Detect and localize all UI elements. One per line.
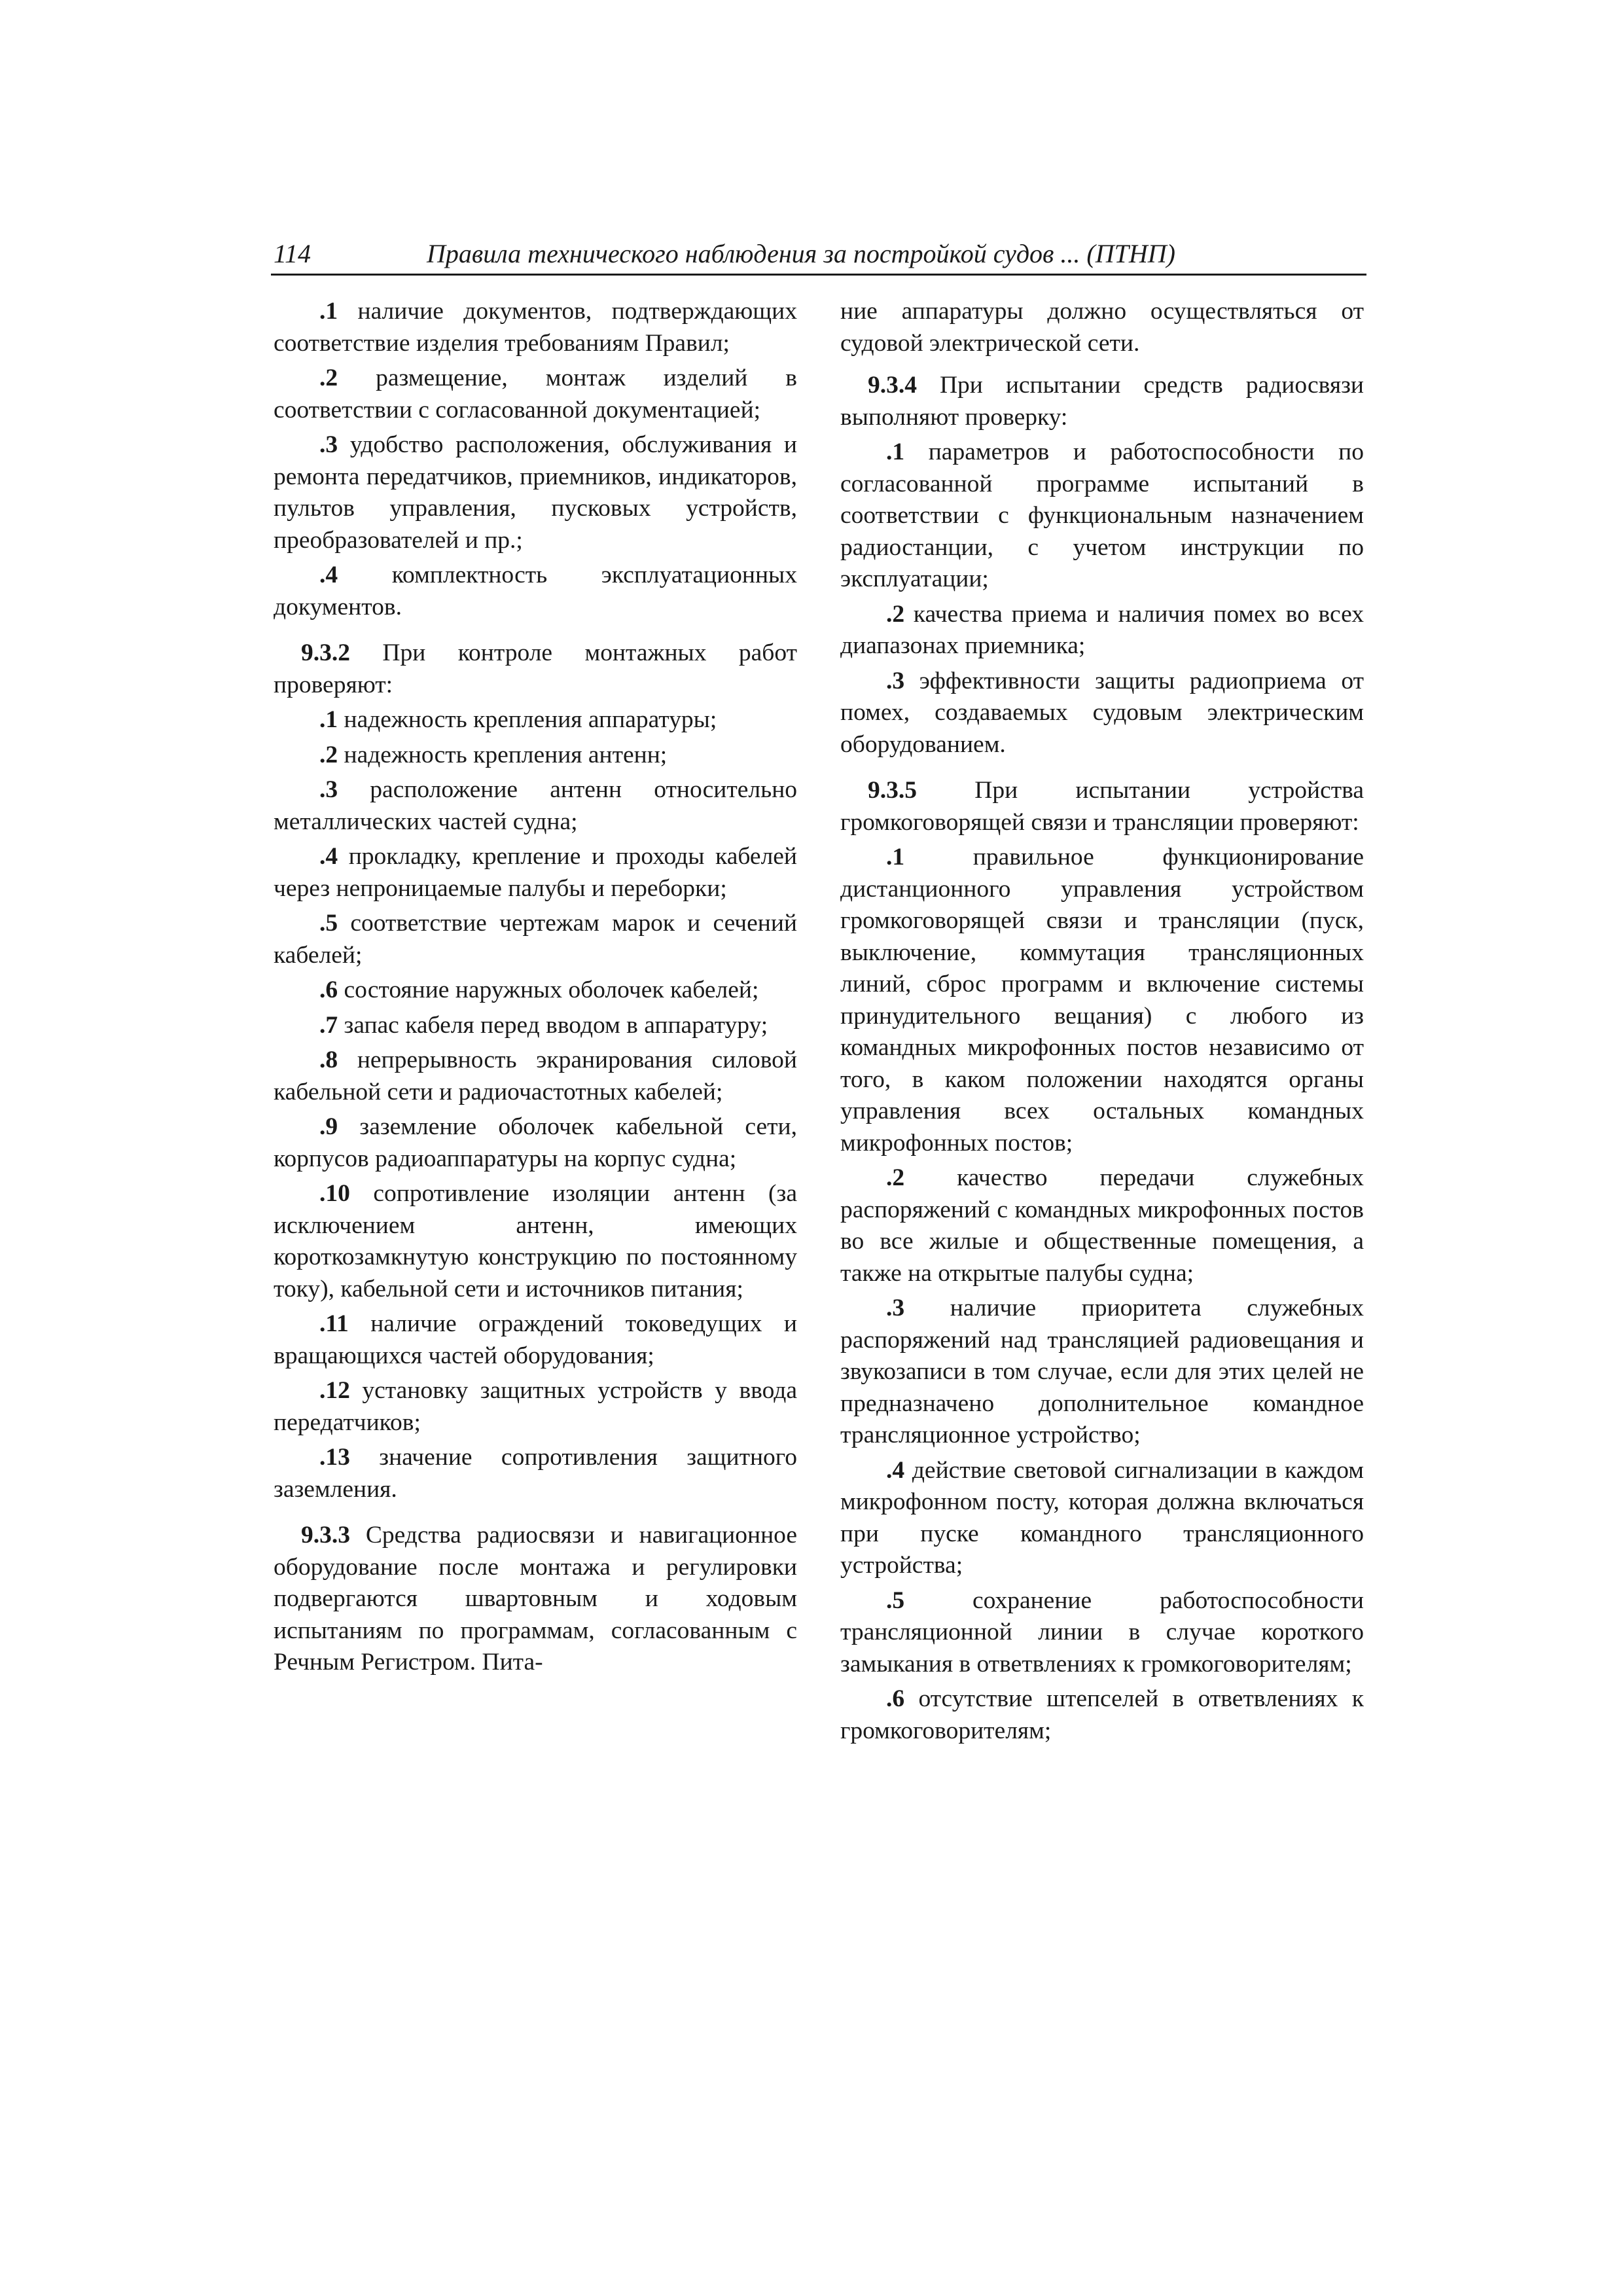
item-text: сопротивление изоляции антенн (за исключением антенн, имеющих короткозамкнутую конструкцию по постоянному току), кабельной сети и источников питания; (274, 1180, 797, 1302)
list-item (274, 1442, 797, 1505)
item-number: .7 (319, 1011, 338, 1039)
list-item (840, 1162, 1364, 1289)
section-paragraph (840, 370, 1364, 433)
item-text: непрерывность экранирования силовой кабельной сети и радиочастотных кабелей; (274, 1047, 798, 1105)
item-text: удобство расположения, обслуживания и ремонта передатчиков, приемников, индикаторов, пультов управления, пусковых устройств, преобразователей и пр.; (274, 431, 797, 554)
item-text: качество передачи служебных распоряжений с командных микрофонных постов во все жилые и общественные помещения, а также на открытые палубы судна; (840, 1164, 1364, 1287)
section-text: При контроле монтажных работ проверяют: (274, 639, 797, 698)
section-paragraph (274, 637, 797, 701)
item-text: размещение, монтаж изделий в соответствии с согласованной документацией; (274, 365, 797, 423)
list-item (274, 774, 797, 838)
item-text: наличие ограждений токоведущих и вращающихся частей оборудования; (274, 1310, 797, 1369)
section-number: 9.3.2 (301, 639, 350, 666)
item-text: отсутствие штепселей в ответвлениях к громкоговорителям; (840, 1685, 1364, 1744)
section-number: 9.3.5 (868, 777, 917, 804)
list-item (274, 1111, 797, 1175)
list-item (274, 740, 797, 772)
item-number: .5 (886, 1587, 905, 1614)
list-item (274, 908, 797, 971)
item-text: расположение антенн относительно металлических частей судна; (274, 776, 798, 835)
list-item (274, 1045, 797, 1108)
item-number: .8 (319, 1047, 338, 1073)
running-title: Правила технического наблюдения за постройкой судов ... (ПТНП) (427, 239, 1175, 268)
list-item (840, 1455, 1364, 1582)
item-text: наличие документов, подтверждающих соответствие изделия требованиям Правил; (274, 298, 797, 357)
item-text: эффективности защиты радиоприема от помех, создаваемых судовым электрическим оборудованием. (840, 667, 1364, 758)
item-text: прокладку, крепление и проходы кабелей через непроницаемые палубы и переборки; (274, 843, 798, 902)
item-text: комплектность эксплуатационных документов. (274, 562, 798, 620)
list-item (840, 842, 1364, 1159)
item-number: .2 (886, 600, 905, 628)
continued-paragraph (840, 296, 1364, 359)
item-number: .2 (319, 741, 338, 768)
item-text: правильное функционирование дистанционного управления устройством громкоговорящей связи и трансляции (пуск, выключение, коммутация трансляционных линий, сброс программ и включение системы принудительного вещания) с любого из командных микрофонных постов независимо от того, в каком положении находятся органы управления всех остальных командных микрофонных постов; (840, 844, 1364, 1157)
item-text: запас кабеля перед вводом в аппаратуру; (344, 1011, 768, 1039)
item-number: .6 (319, 977, 338, 1003)
list-item (274, 841, 797, 905)
item-text: параметров и работоспособности по согласованной программе испытаний в соответствии с функциональным назначением радиостанции, с учетом инструкции по эксплуатации; (840, 439, 1364, 592)
item-number: .1 (319, 298, 338, 325)
list-item (274, 1010, 797, 1042)
continued-text: ние аппаратуры должно осуществляться от судовой электрической сети. (840, 298, 1364, 357)
item-number: .4 (319, 843, 338, 870)
item-number: .1 (886, 439, 905, 465)
item-number: .5 (319, 910, 338, 937)
item-number: .1 (319, 706, 338, 733)
item-number: .3 (319, 431, 338, 458)
item-number: .13 (319, 1444, 350, 1471)
item-text: надежность крепления аппаратуры; (344, 706, 717, 733)
item-text: сохранение работоспособности трансляционной линии в случае короткого замыкания в ответвлениях к громкоговорителям; (840, 1587, 1364, 1677)
item-number: .11 (319, 1310, 349, 1337)
page-number: 114 (274, 239, 312, 268)
item-text: действие световой сигнализации в каждом микрофонном посту, которая должна включаться при пуске командного трансляционного устройства; (840, 1456, 1364, 1579)
item-number: .3 (886, 1295, 905, 1321)
list-item (274, 1375, 797, 1439)
item-number: .12 (319, 1377, 350, 1404)
section-number: 9.3.3 (301, 1522, 350, 1549)
list-item (274, 975, 797, 1007)
item-number: .4 (886, 1456, 905, 1484)
item-number: .10 (319, 1180, 350, 1207)
item-text: значение сопротивления защитного заземления. (274, 1444, 797, 1503)
list-item (840, 599, 1364, 662)
item-number: .2 (319, 365, 338, 391)
item-number: .1 (886, 844, 905, 870)
item-number: .6 (886, 1685, 905, 1712)
list-item (274, 1308, 797, 1372)
list-item (840, 437, 1364, 596)
item-text: состояние наружных оболочек кабелей; (344, 977, 759, 1003)
section-text: При испытании средств радиосвязи выполняют проверку: (840, 372, 1364, 431)
list-item (274, 1178, 797, 1305)
item-number: .4 (319, 562, 338, 588)
item-number: .2 (886, 1164, 905, 1191)
list-item (274, 704, 797, 736)
item-text: установку защитных устройств у ввода передатчиков; (274, 1377, 798, 1436)
item-text: заземление оболочек кабельной сети, корпусов радиоаппаратуры на корпус судна; (274, 1113, 798, 1172)
item-text: качества приема и наличия помех во всех диапазонах приемника; (840, 600, 1364, 659)
list-item (840, 1585, 1364, 1681)
right-column (840, 296, 1364, 1750)
list-item (840, 1293, 1364, 1452)
item-number: .3 (886, 667, 905, 694)
item-text: соответствие чертежам марок и сечений кабелей; (274, 910, 797, 969)
section-paragraph (274, 1520, 797, 1679)
list-item (274, 429, 797, 556)
list-item (274, 296, 797, 359)
section-paragraph (840, 775, 1364, 838)
section-number: 9.3.4 (868, 372, 917, 399)
list-item (274, 560, 797, 623)
page-header (271, 237, 1366, 276)
item-number: .9 (319, 1113, 338, 1140)
item-text: наличие приоритета служебных распоряжений над трансляцией радиовещания и звукозаписи в том случае, если для этих целей не предназначено дополнительное командное трансляционное устройство; (840, 1295, 1364, 1448)
list-item (274, 363, 797, 426)
list-item (840, 666, 1364, 761)
item-text: надежность крепления антенн; (344, 741, 668, 768)
left-column (274, 296, 797, 1682)
list-item (840, 1683, 1364, 1747)
item-number: .3 (319, 776, 338, 803)
section-text: При испытании устройства громкоговорящей связи и трансляции проверяют: (840, 777, 1364, 836)
section-text: Средства радиосвязи и навигационное оборудование после монтажа и регулировки подвергаются швартовным и ходовым испытаниям по программам, согласованным с Речным Регистром. Пита- (274, 1522, 797, 1676)
